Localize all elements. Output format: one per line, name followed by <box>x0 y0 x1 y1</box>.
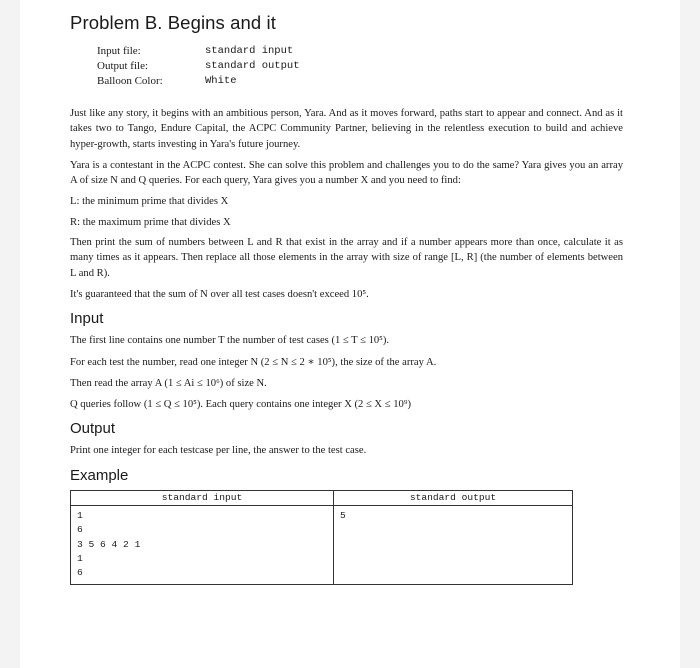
example-input-line: 1 <box>77 509 83 521</box>
meta-key: Input file: <box>97 45 141 57</box>
example-output-cell <box>334 505 573 584</box>
output-text: Print one integer for each testcase per line, the answer to the test case. <box>70 445 367 457</box>
example-heading: Example <box>70 466 129 484</box>
example-input-line: 6 <box>77 524 83 536</box>
meta-key: Balloon Color: <box>97 75 163 87</box>
meta-value: standard input <box>205 45 294 57</box>
input-line: For each test the number, read one integer N (2 ≤ N ≤ 2 ∗ 10⁵), the size of the array A. <box>70 356 437 368</box>
example-output-header: standard output <box>334 490 573 505</box>
meta-row-balloon <box>97 74 623 89</box>
input-line: Then read the array A (1 ≤ Ai ≤ 10⁶) of size N. <box>70 377 267 389</box>
problem-page <box>20 0 680 668</box>
definition-l: L: the minimum prime that divides X <box>70 196 229 208</box>
meta-value: White <box>205 75 237 87</box>
example-input-header: standard input <box>71 490 334 505</box>
input-line: The first line contains one number T the number of test cases (1 ≤ T ≤ 10⁵). <box>70 335 390 347</box>
meta-value: standard output <box>205 60 300 72</box>
problem-content <box>70 12 623 585</box>
intro-paragraph: Just like any story, it begins with an ambitious person, Yara. And as it moves forward, paths start to appear and connect. And as it takes two to Tango, Endure Capital, the ACPC Community Partner, believing in the relentless execution to build and achieve hyper-growth, starts investing in Yara's future journey. <box>70 108 623 150</box>
example-input-cell <box>71 505 334 584</box>
problem-meta <box>97 44 623 89</box>
input-heading: Input <box>70 310 104 328</box>
meta-row-output <box>97 59 623 74</box>
example-input-line: 1 <box>77 552 83 564</box>
intro-paragraph: Yara is a contestant in the ACPC contest. She can solve this problem and challenges you to do the same? Yara gives you an array A of size N and Q queries. For each query, Yara gives you a number X and you need to find: <box>70 159 623 187</box>
input-line: Q queries follow (1 ≤ Q ≤ 10⁵). Each query contains one integer X (2 ≤ X ≤ 10⁹) <box>70 399 412 411</box>
problem-title: Problem B. Begins and it <box>70 12 277 33</box>
constraint-note: It's guaranteed that the sum of N over all test cases doesn't exceed 10⁵. <box>70 288 369 300</box>
meta-key: Output file: <box>97 60 149 72</box>
output-heading: Output <box>70 420 116 438</box>
example-input-line: 6 <box>77 567 83 579</box>
definition-r: R: the maximum prime that divides X <box>70 216 231 228</box>
intro-paragraph: Then print the sum of numbers between L and R that exist in the array and if a number appears more than once, calculate it as many times as it appears. Then replace all those elements in the array with size of range [L, R] (the number of elements between L and R). <box>70 237 623 279</box>
meta-row-input <box>97 44 623 59</box>
example-output-line: 5 <box>340 509 346 521</box>
example-input-line: 3 5 6 4 2 1 <box>77 538 141 550</box>
example-table <box>70 490 573 585</box>
